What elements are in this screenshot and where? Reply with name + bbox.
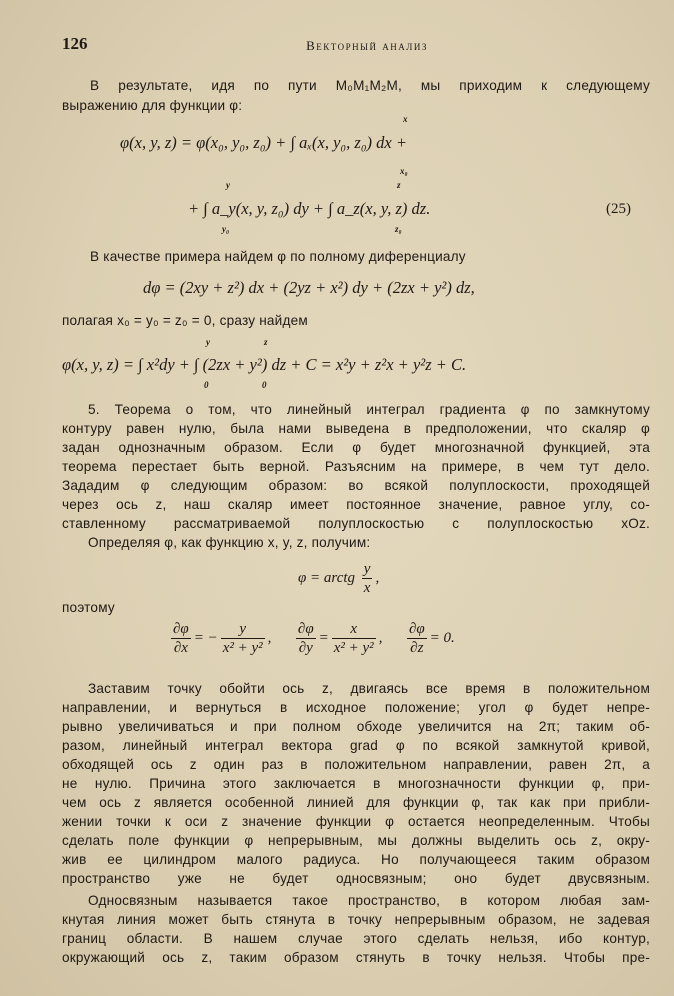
partial-x xyxy=(171,620,191,657)
text-line: направлении, и вернуться в исходное положение; угол φ будет непре- xyxy=(62,700,650,715)
integral-upper-limit: z xyxy=(397,180,401,190)
text-line: обходящей ось z один раз в положительном направлении, равен 2π, а xyxy=(62,757,650,772)
integral-upper-limit: z xyxy=(264,337,268,347)
equals-minus: = − xyxy=(193,629,218,646)
text-line: не нулю. Причина этого заключается в многозначности функции φ, при- xyxy=(62,776,650,791)
text-line: поэтому xyxy=(62,600,115,615)
text-line: полагая x₀ = y₀ = z₀ = 0, сразу найдем xyxy=(62,313,308,328)
separator: , xyxy=(378,629,383,646)
integral-lower-limit: 0 xyxy=(204,380,209,390)
integral-lower-limit: z₀ xyxy=(395,224,402,234)
potential-result-equation: φ(x, y, z) = ∫ x²dy + ∫ (2zx + y²) dz + C = x²y + z²x + y²z + C. xyxy=(62,355,467,374)
fraction-numerator: x xyxy=(332,620,376,639)
integral-lower-limit: x₀ xyxy=(400,166,408,176)
fraction-numerator: ∂φ xyxy=(173,621,189,637)
arctg-lhs: φ = arctg xyxy=(298,569,356,586)
integral-lower-limit: 0 xyxy=(262,380,267,390)
text-line: выражению для функции φ: xyxy=(62,98,243,113)
arctg-fraction xyxy=(362,560,373,597)
text-line: жении точки к оси z значение функции φ остается неопределенным. Чтобы xyxy=(62,814,650,829)
text-line: Зададим φ следующим образом: во всякой полуплоскости, проходящей xyxy=(62,478,650,493)
equals: = xyxy=(318,629,329,646)
text-line: границ области. В нашем случае этого сделать нельзя, ибо контур, xyxy=(62,931,650,946)
fraction-denominator: ∂z xyxy=(410,640,424,656)
equation-25-line1: φ(x, y, z) = φ(x₀, y₀, z₀) + ∫ aₓ(x, y₀, z₀) dx + xyxy=(120,133,408,152)
partial-derivatives-equation xyxy=(168,620,455,657)
text-line: Определяя φ, как функцию x, y, z, получим: xyxy=(88,535,371,550)
integral-lower-limit: y₀ xyxy=(222,224,230,234)
fraction-numerator: ∂φ xyxy=(297,621,314,637)
text-line: задан однозначным образом. Если φ будет многозначной функцией, эта xyxy=(62,440,650,455)
fraction-denominator: x xyxy=(363,580,371,596)
partial-z xyxy=(407,620,427,657)
fraction-denominator: ∂y xyxy=(298,640,313,656)
text-line: разом, линейный интеграл вектора grad φ по всякой замкнутой кривой, xyxy=(62,738,650,753)
text-line: через ось z, наш скаляр имеет постоянное значение, равное углу, со- xyxy=(62,497,650,512)
fraction-numerator: y xyxy=(221,620,265,639)
text-line: ставленному рассматриваемой полуплоскостью с полуплоскостью xOz. xyxy=(62,516,650,531)
partial-y xyxy=(296,620,316,657)
text-line: жив ее цилиндром малого радиуса. Но получающееся таким образом xyxy=(62,852,650,867)
integral-upper-limit: y xyxy=(226,180,230,190)
text-line: кнутая линия может быть стянута в точку непрерывным образом, не задевая xyxy=(62,912,650,927)
fraction-y xyxy=(332,620,376,657)
page-number: 126 xyxy=(62,34,88,53)
equals-zero: = 0. xyxy=(429,629,455,646)
equation-number: (25) xyxy=(606,201,631,217)
fraction-x xyxy=(221,620,265,657)
page-header xyxy=(0,30,674,56)
running-head: Векторный анализ xyxy=(306,38,428,53)
separator: , xyxy=(267,629,272,646)
fraction-denominator: x² + y² xyxy=(222,640,263,656)
integral-upper-limit: y xyxy=(206,337,210,347)
arctg-comma: , xyxy=(375,569,380,586)
text-line: 5. Теорема о том, что линейный интеграл градиента φ по замкнутому xyxy=(88,402,650,417)
text-line: рывно увеличиваться и при полном обходе увеличится на 2π; таким об- xyxy=(62,719,650,734)
text-line: чем ось z является особенной линией для функции φ, так как при прибли- xyxy=(62,795,650,810)
text-line: В результате, идя по пути M₀M₁M₂M, мы приходим к следующему xyxy=(90,78,650,93)
text-line: пространство уже не будет односвязным; оно будет двусвязным. xyxy=(62,871,650,886)
arctg-equation xyxy=(298,560,379,597)
text-line: теорема перестает быть верной. Разъясним на примере, в чем тут дело. xyxy=(62,459,650,474)
fraction-numerator: ∂φ xyxy=(408,621,425,637)
fraction-denominator: x² + y² xyxy=(333,640,374,656)
text-line: контуру равен нулю, была нами выведена в предположении, что скаляр φ xyxy=(62,421,650,436)
text-line: окружающий ось z, таким образом стянуть в точку нельзя. Чтобы пре- xyxy=(62,950,650,965)
text-line: В качестве примера найдем φ по полному диференциалу xyxy=(90,249,466,264)
integral-upper-limit: x xyxy=(403,114,408,124)
text-line: Односвязным называется такое пространство, в котором любая зам- xyxy=(88,893,650,908)
fraction-denominator: ∂x xyxy=(173,640,188,656)
total-differential-equation: dφ = (2xy + z²) dx + (2yz + x²) dy + (2zx + y²) dz, xyxy=(143,278,475,297)
text-line: Заставим точку обойти ось z, двигаясь все время в положительном xyxy=(88,681,650,696)
fraction-numerator: y xyxy=(363,561,371,577)
text-line: сделать поле функции φ непрерывным, мы должны выделить ось z, окру- xyxy=(62,833,650,848)
equation-25-line2: + ∫ a_y(x, y, z₀) dy + ∫ a_z(x, y, z) dz. xyxy=(188,199,431,218)
